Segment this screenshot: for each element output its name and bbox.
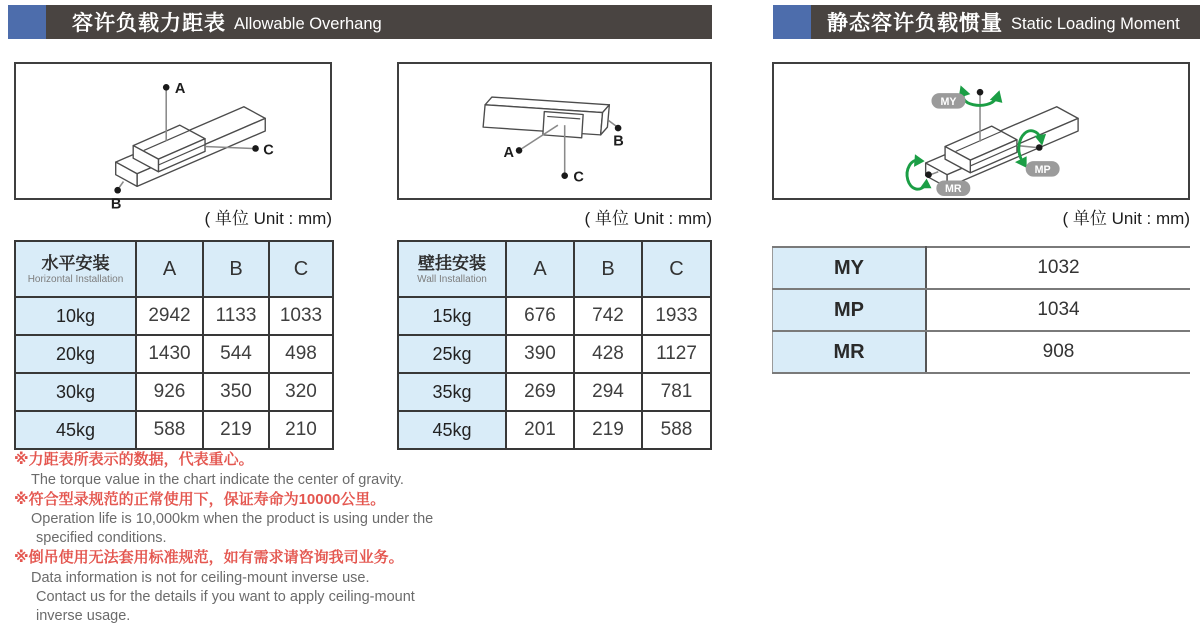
mp-badge-label: MP — [1034, 163, 1051, 176]
moment-label-mp: MP — [773, 289, 927, 331]
table-row — [398, 335, 711, 373]
value-b: 544 — [203, 335, 269, 373]
blue-accent-square — [773, 5, 811, 39]
point-label-a: A — [174, 81, 186, 98]
section-title-zh: 静态容许负载惯量 — [827, 12, 1003, 35]
column-header-b: B — [203, 241, 269, 297]
table-header-horizontal-installation — [15, 241, 136, 297]
value-c: 498 — [269, 335, 333, 373]
note-en: specified conditions. — [36, 530, 167, 546]
unit-caption: ( 单位 Unit : mm) — [584, 209, 712, 228]
value-b: 350 — [203, 373, 269, 411]
point-label-c: C — [573, 169, 584, 186]
value-a: 588 — [136, 411, 203, 449]
note-zh: ※倒吊使用无法套用标准规范，如有需求请咨询我司业务。 — [14, 549, 404, 566]
mr-badge-label: MR — [945, 183, 962, 196]
table-row — [773, 331, 1191, 373]
table-row — [15, 411, 333, 449]
moment-label-my: MY — [773, 247, 927, 289]
table-row — [15, 373, 333, 411]
unit-caption: ( 单位 Unit : mm) — [204, 209, 332, 228]
note-en: Contact us for the details if you want to apply ceiling-mount — [36, 588, 415, 605]
column-header-b: B — [574, 241, 642, 297]
wall-installation-drawing — [399, 64, 710, 198]
table-row — [773, 289, 1191, 331]
note-en: Operation life is 10,000km when the product is using under the — [31, 511, 434, 527]
value-c: 320 — [269, 373, 333, 411]
point-label-b: B — [110, 196, 122, 213]
note-en: The torque value in the chart indicate the center of gravity. — [31, 471, 404, 488]
moment-value-mp: 1034 — [926, 289, 1190, 331]
value-b: 742 — [574, 297, 642, 335]
point-label-c: C — [263, 142, 274, 159]
value-a: 926 — [136, 373, 203, 411]
unit-caption: ( 单位 Unit : mm) — [1062, 209, 1190, 228]
moment-label-mr: MR — [773, 331, 927, 373]
load-label: 10kg — [15, 297, 136, 335]
section-title-en: Allowable Overhang — [234, 14, 382, 33]
value-b: 428 — [574, 335, 642, 373]
wall-installation-table — [397, 240, 712, 450]
moment-value-my: 1032 — [926, 247, 1190, 289]
table-row — [15, 335, 333, 373]
horizontal-installation-table — [14, 240, 334, 450]
header-en: Horizontal Installation — [27, 273, 124, 285]
point-label-a: A — [503, 145, 515, 162]
table-row — [15, 297, 333, 335]
header-zh: 壁挂安装 — [418, 253, 486, 273]
static-loading-moment-table — [772, 246, 1190, 374]
value-a: 2942 — [136, 297, 203, 335]
value-c: 1033 — [269, 297, 333, 335]
note-en: inverse usage. — [36, 607, 131, 624]
value-a: 269 — [506, 373, 574, 411]
table-row — [398, 411, 711, 449]
section-header-static-loading-moment — [773, 5, 1200, 39]
load-label: 20kg — [15, 335, 136, 373]
value-a: 676 — [506, 297, 574, 335]
diagram-horizontal-installation — [14, 62, 332, 213]
load-label: 45kg — [398, 411, 506, 449]
section-title-en: Static Loading Moment — [1011, 14, 1180, 33]
value-a: 390 — [506, 335, 574, 373]
diagram-static-loading-moment — [772, 62, 1190, 200]
value-b: 219 — [203, 411, 269, 449]
moment-value-mr: 908 — [926, 331, 1190, 373]
value-b: 219 — [574, 411, 642, 449]
section-header-allowable-overhang — [8, 5, 712, 39]
value-b: 294 — [574, 373, 642, 411]
value-a: 201 — [506, 411, 574, 449]
footnotes — [14, 450, 634, 626]
table-header-wall-installation — [398, 241, 506, 297]
column-header-a: A — [136, 241, 203, 297]
load-label: 30kg — [15, 373, 136, 411]
table-row — [398, 297, 711, 335]
note-zh: ※力距表所表示的数据，代表重心。 — [14, 451, 254, 468]
column-header-c: C — [269, 241, 333, 297]
diagram-wall-installation — [397, 62, 712, 200]
column-header-c: C — [642, 241, 711, 297]
column-header-a: A — [506, 241, 574, 297]
table-row — [773, 247, 1191, 289]
value-a: 1430 — [136, 335, 203, 373]
section-title-zh: 容许负载力距表 — [72, 12, 226, 35]
value-c: 588 — [642, 411, 711, 449]
value-b: 1133 — [203, 297, 269, 335]
point-label-b: B — [613, 133, 624, 150]
loading-moment-drawing — [774, 64, 1188, 198]
value-c: 1933 — [642, 297, 711, 335]
note-zh: ※符合型录规范的正常使用下，保证寿命为10000公里。 — [14, 490, 386, 508]
load-label: 45kg — [15, 411, 136, 449]
note-en: Data information is not for ceiling-mount inverse use. — [31, 569, 370, 586]
load-label: 35kg — [398, 373, 506, 411]
value-c: 1127 — [642, 335, 711, 373]
header-en: Wall Installation — [417, 273, 487, 285]
load-label: 15kg — [398, 297, 506, 335]
blue-accent-square — [8, 5, 46, 39]
value-c: 781 — [642, 373, 711, 411]
my-badge-label: MY — [940, 95, 957, 108]
header-zh: 水平安装 — [41, 253, 110, 273]
horizontal-installation-drawing — [16, 64, 330, 213]
table-row — [398, 373, 711, 411]
load-label: 25kg — [398, 335, 506, 373]
value-c: 210 — [269, 411, 333, 449]
